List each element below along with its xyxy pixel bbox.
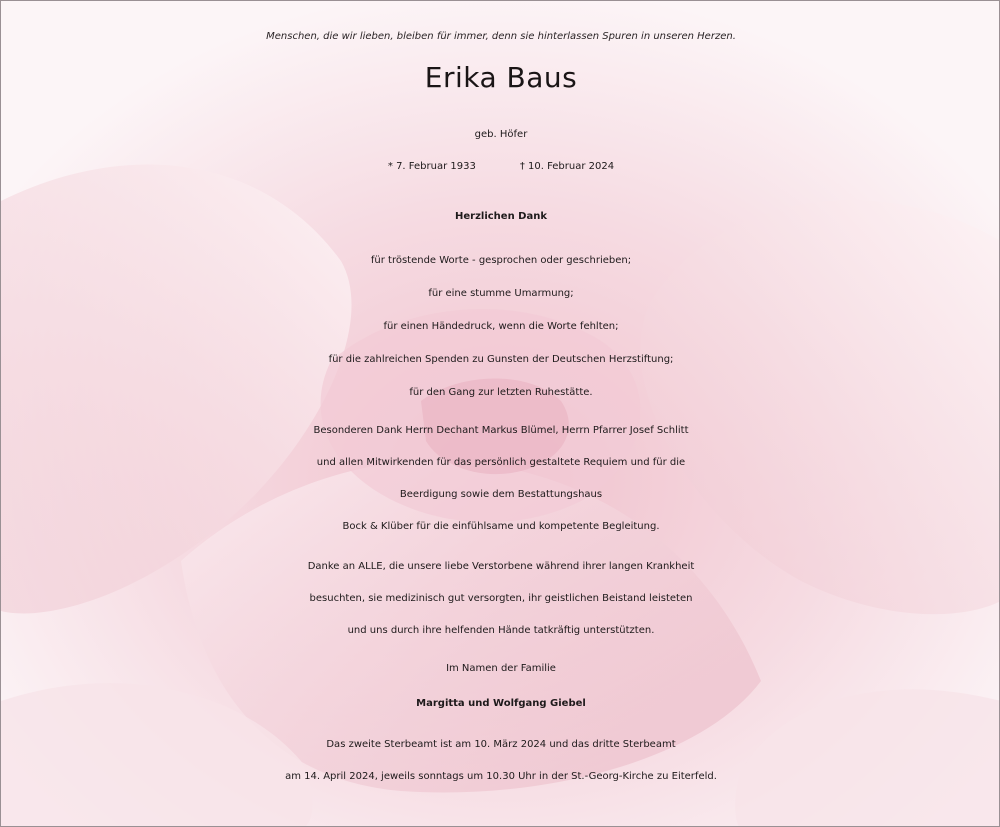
death-date: † 10. Februar 2024 <box>519 161 615 172</box>
thanks-line: für die zahlreichen Spenden zu Gunsten der Deutschen Herzstiftung; <box>328 354 674 365</box>
family-names: Margitta und Wolfgang Giebel <box>416 698 586 709</box>
special-thanks-line: Beerdigung sowie dem Bestattungshaus <box>399 489 603 500</box>
thanks-line: für tröstende Worte - gesprochen oder geschrieben; <box>370 255 632 266</box>
mass-info-line: Das zweite Sterbeamt ist am 10. März 2024 und das dritte Sterbeamt <box>326 739 676 750</box>
life-dates <box>1 161 1000 172</box>
all-thanks-line: und uns durch ihre helfenden Hände tatkräftig unterstützten. <box>347 625 655 636</box>
notice-content <box>1 1 999 826</box>
all-thanks-line: besuchten, sie medizinisch gut versorgten, ihr geistlichen Beistand leisteten <box>309 593 693 604</box>
family-intro: Im Namen der Familie <box>446 663 556 674</box>
thanks-line: für den Gang zur letzten Ruhestätte. <box>409 387 593 398</box>
special-thanks-line: und allen Mitwirkenden für das persönlich gestaltete Requiem und für die <box>316 457 686 468</box>
birth-name: geb. Höfer <box>474 129 528 140</box>
thanks-heading: Herzlichen Dank <box>454 211 547 222</box>
special-thanks-line: Bock & Klüber für die einfühlsame und kompetente Begleitung. <box>342 521 660 532</box>
mass-info-line: am 14. April 2024, jeweils sonntags um 10.30 Uhr in der St.-Georg-Kirche zu Eiterfeld. <box>285 771 717 782</box>
all-thanks-line: Danke an ALLE, die unsere liebe Verstorbene während ihrer langen Krankheit <box>307 561 695 572</box>
birth-date: * 7. Februar 1933 <box>387 161 476 172</box>
thanks-line: für eine stumme Umarmung; <box>428 288 574 299</box>
thanks-line: für einen Händedruck, wenn die Worte fehlten; <box>383 321 619 332</box>
deceased-name: Erika Baus <box>424 61 578 94</box>
special-thanks-line: Besonderen Dank Herrn Dechant Markus Blümel, Herrn Pfarrer Josef Schlitt <box>313 425 689 436</box>
motto-quote: Menschen, die wir lieben, bleiben für immer, denn sie hinterlassen Spuren in unseren Herzen. <box>266 31 736 42</box>
